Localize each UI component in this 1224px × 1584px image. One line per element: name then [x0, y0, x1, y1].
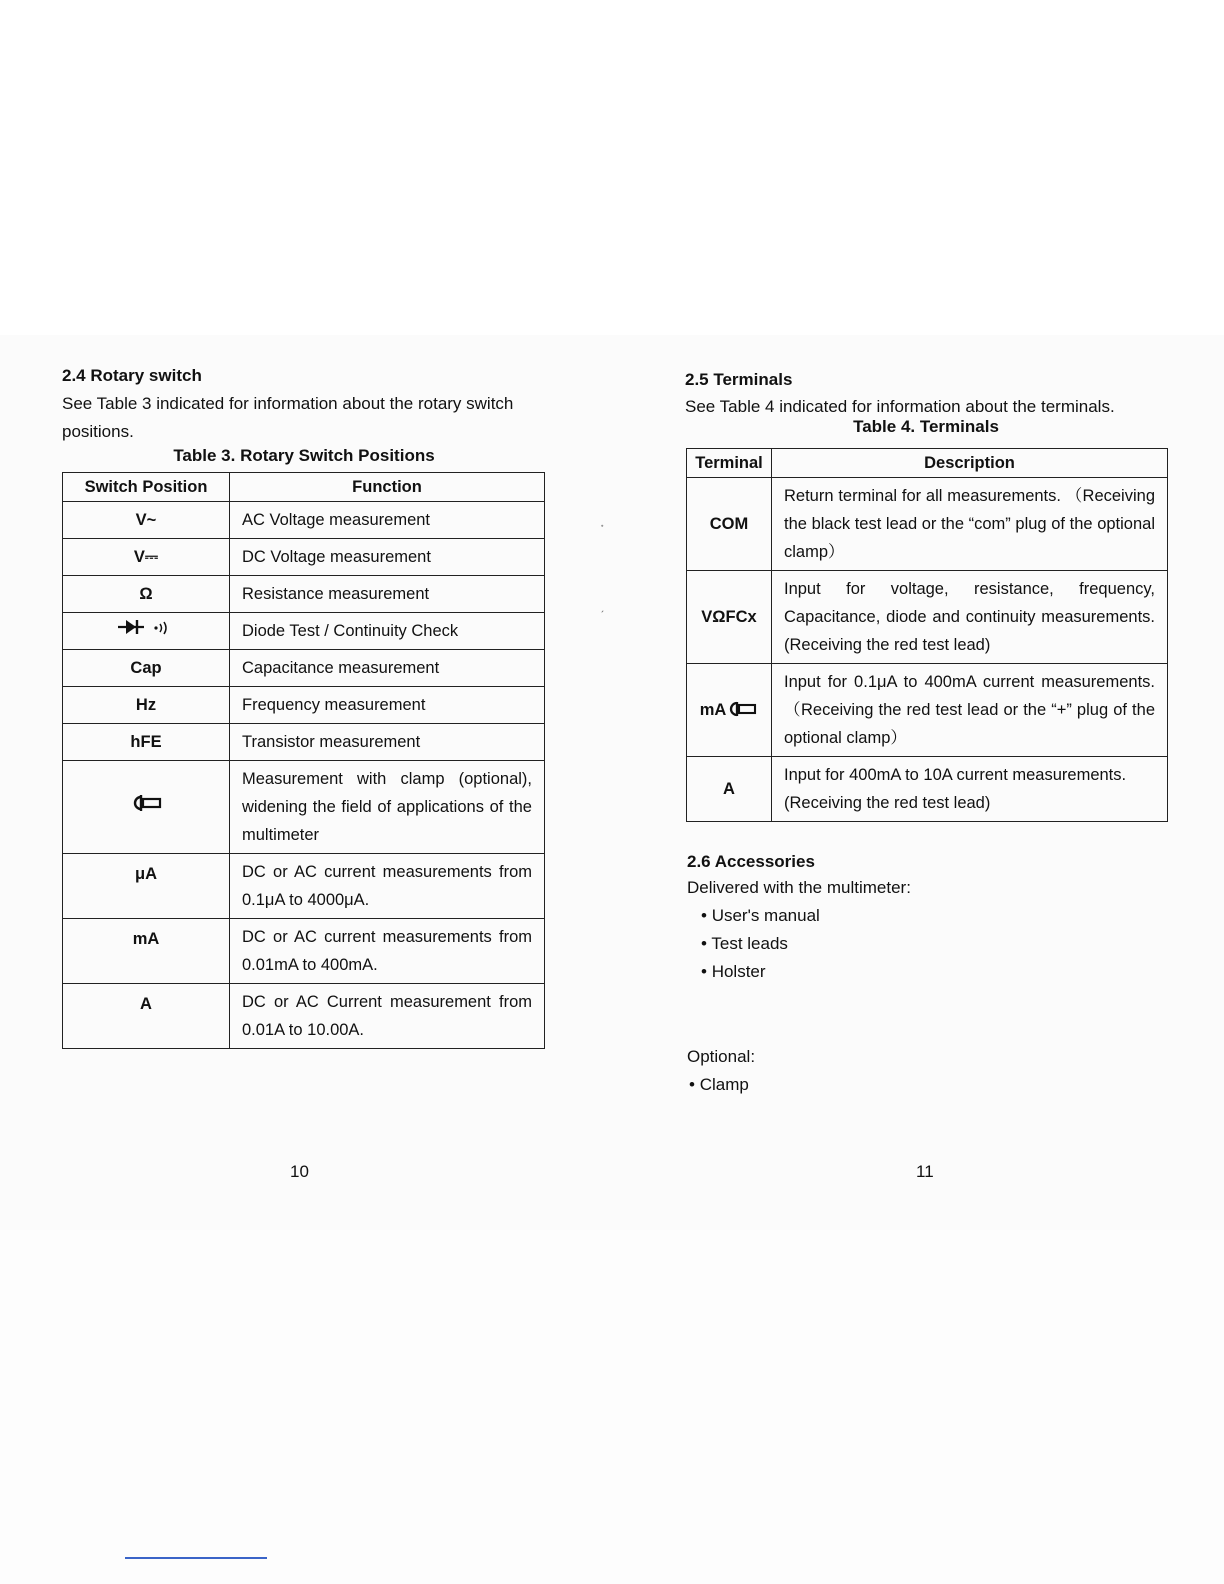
list-item: • Clamp [689, 1075, 749, 1094]
clamp-icon [726, 701, 758, 717]
rotary-switch-table [62, 472, 545, 1049]
switch-pos-microamp: μA [63, 854, 230, 919]
table-header-row [687, 449, 1168, 478]
list-item: • Holster [701, 962, 766, 981]
switch-pos-resistance: Ω [63, 576, 230, 613]
switch-pos-hfe: hFE [63, 724, 230, 761]
optional-label: Optional: [687, 1047, 756, 1066]
header-terminal: Terminal [687, 449, 772, 478]
table-row [63, 724, 545, 761]
list-item: • User's manual [701, 906, 820, 925]
list-item: • Test leads [701, 934, 788, 953]
description-cell: Input for 0.1μA to 400mA current measurements. （Receiving the red test lead or the “+” plug of the optional clamp） [772, 664, 1168, 757]
table3-caption: Table 3. Rotary Switch Positions [173, 446, 435, 465]
table-row [63, 539, 545, 576]
terminals-intro: See Table 4 indicated for information about the terminals. [685, 397, 1115, 416]
terminal-ma [687, 664, 772, 757]
function-cell: Resistance measurement [230, 576, 545, 613]
clamp-icon [129, 794, 163, 812]
description-cell: Input for 400mA to 10A current measurements. (Receiving the red test lead) [772, 757, 1168, 822]
scan-mark: ˏ [600, 598, 605, 613]
section-heading-terminals: 2.5 Terminals [685, 370, 793, 389]
table-row [687, 571, 1168, 664]
function-cell: DC or AC current measurements from 0.1μA to 4000μA. [230, 854, 545, 919]
table-row [687, 757, 1168, 822]
left-page [62, 366, 546, 466]
function-cell: Capacitance measurement [230, 650, 545, 687]
switch-pos-dc-voltage: V⎓ [63, 539, 230, 576]
scan-mark: ˖ [600, 516, 605, 531]
description-cell: Return terminal for all measurements. （Receiving the black test lead or the “com” plug of the optional clamp） [772, 478, 1168, 571]
rotary-intro-line1: See Table 3 indicated for information about the rotary switch [62, 394, 514, 413]
table-row [63, 650, 545, 687]
table-row [63, 576, 545, 613]
table4-caption: Table 4. Terminals [853, 417, 999, 436]
switch-pos-clamp [63, 761, 230, 854]
terminal-ma-label: mA [699, 701, 727, 719]
table-row [63, 984, 545, 1049]
page-number-right: 11 [916, 1162, 934, 1181]
switch-pos-amp: A [63, 984, 230, 1049]
table-row [63, 613, 545, 650]
page-number-left: 10 [290, 1162, 309, 1181]
terminals-table [686, 448, 1168, 822]
delivered-label: Delivered with the multimeter: [687, 878, 911, 897]
table-row [63, 854, 545, 919]
accessories-section [687, 852, 1167, 1099]
function-cell: Frequency measurement [230, 687, 545, 724]
diode-continuity-icon [116, 618, 176, 636]
terminal-vohmfcx: VΩFCx [687, 571, 772, 664]
header-function: Function [230, 473, 545, 502]
function-cell: Measurement with clamp (optional), widening the field of applications of the multimeter [230, 761, 545, 854]
function-cell: DC or AC current measurements from 0.01mA to 400mA. [230, 919, 545, 984]
switch-pos-diode-continuity [63, 613, 230, 650]
table-row [687, 478, 1168, 571]
description-cell: Input for voltage, resistance, frequency, Capacitance, diode and continuity measurements. (Receiving the red test lead) [772, 571, 1168, 664]
table-row [63, 919, 545, 984]
table-row [63, 687, 545, 724]
table-header-row [63, 473, 545, 502]
switch-pos-cap: Cap [63, 650, 230, 687]
terminal-a: A [687, 757, 772, 822]
function-cell: DC Voltage measurement [230, 539, 545, 576]
header-switch-position: Switch Position [63, 473, 230, 502]
switch-pos-ac-voltage: V~ [63, 502, 230, 539]
table-row [63, 761, 545, 854]
switch-pos-hz: Hz [63, 687, 230, 724]
table-row [687, 664, 1168, 757]
function-cell: AC Voltage measurement [230, 502, 545, 539]
function-cell: DC or AC Current measurement from 0.01A to 10.00A. [230, 984, 545, 1049]
function-cell: Transistor measurement [230, 724, 545, 761]
section-heading-accessories: 2.6 Accessories [687, 852, 815, 871]
right-page [685, 370, 1167, 437]
switch-pos-milliamp: mA [63, 919, 230, 984]
rotary-intro-line2: positions. [62, 422, 134, 441]
header-description: Description [772, 449, 1168, 478]
section-heading-rotary-switch: 2.4 Rotary switch [62, 366, 202, 385]
scan-artifact-line [125, 1557, 267, 1559]
table-row [63, 502, 545, 539]
function-cell: Diode Test / Continuity Check [230, 613, 545, 650]
terminal-com: COM [687, 478, 772, 571]
